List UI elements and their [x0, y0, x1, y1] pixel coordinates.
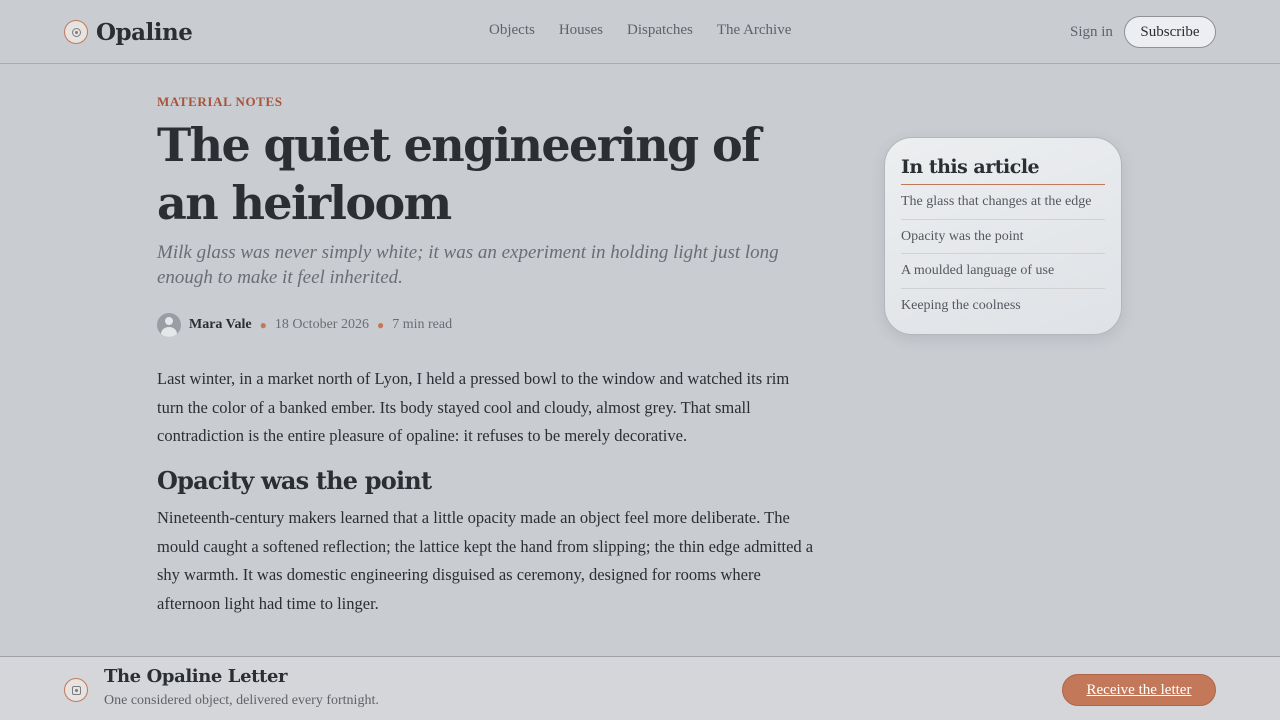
newsletter-title: The Opaline Letter: [104, 666, 288, 687]
author-name[interactable]: Mara Vale: [189, 317, 252, 332]
toc-item[interactable]: The glass that changes at the edge: [901, 185, 1105, 220]
publish-date: 18 October 2026: [274, 317, 369, 332]
article-paragraph: Last winter, in a market north of Lyon, I held a pressed bowl to the window and watched its rim turn the color of a banked ember. Its body stayed cool and cloudy, almost grey. That small contradiction is the entire pleasure of opaline: it refuses to be merely decorative.: [157, 369, 790, 445]
site-header: [0, 0, 1280, 64]
brand-name: Opaline: [96, 18, 193, 46]
letter-logo-icon: [64, 678, 88, 702]
toc-item[interactable]: Opacity was the point: [901, 220, 1105, 255]
newsletter-subtitle: One considered object, delivered every fortnight.: [104, 693, 379, 708]
nav-houses[interactable]: Houses: [558, 22, 603, 38]
meta-separator-dot: ●: [259, 317, 267, 332]
sign-in-link[interactable]: Sign in: [1070, 24, 1113, 40]
table-of-contents: [884, 137, 1122, 335]
article-kicker[interactable]: MATERIAL NOTES: [157, 94, 283, 109]
read-time: 7 min read: [392, 317, 453, 332]
opaline-logo-icon: [64, 20, 88, 44]
nav-dispatches[interactable]: Dispatches: [627, 22, 693, 38]
newsletter-bar: [0, 656, 1280, 720]
toc-item[interactable]: Keeping the coolness: [901, 297, 1021, 313]
article-paragraph: Nineteenth-century makers learned that a little opacity made an object feel more deliberate. The mould caught a softened reflection; the lattice kept the hand from slipping; the thin edge admitted a shy warmth. It was domestic engineering disguised as ceremony, designed for rooms where afternoon light had time to linger.: [157, 508, 814, 613]
toc-title: In this article: [901, 156, 1105, 185]
article-meta: [157, 313, 452, 337]
article-title: The quiet engineering of an heirloom: [157, 118, 760, 230]
meta-separator-dot: ●: [376, 317, 385, 332]
subscribe-button[interactable]: Subscribe: [1124, 16, 1216, 48]
receive-letter-button[interactable]: Receive the letter: [1062, 674, 1216, 706]
main-nav: [489, 22, 791, 39]
section-heading: Opacity was the point: [157, 466, 432, 495]
nav-objects[interactable]: Objects: [489, 22, 535, 38]
author-avatar-icon: [157, 313, 181, 337]
toc-item[interactable]: A moulded language of use: [901, 254, 1105, 289]
article-dek: Milk glass was never simply white; it was an experiment in holding light just long enough to make it feel inherited.: [157, 242, 779, 288]
brand[interactable]: [64, 16, 192, 48]
nav-the-archive[interactable]: The Archive: [716, 22, 792, 38]
